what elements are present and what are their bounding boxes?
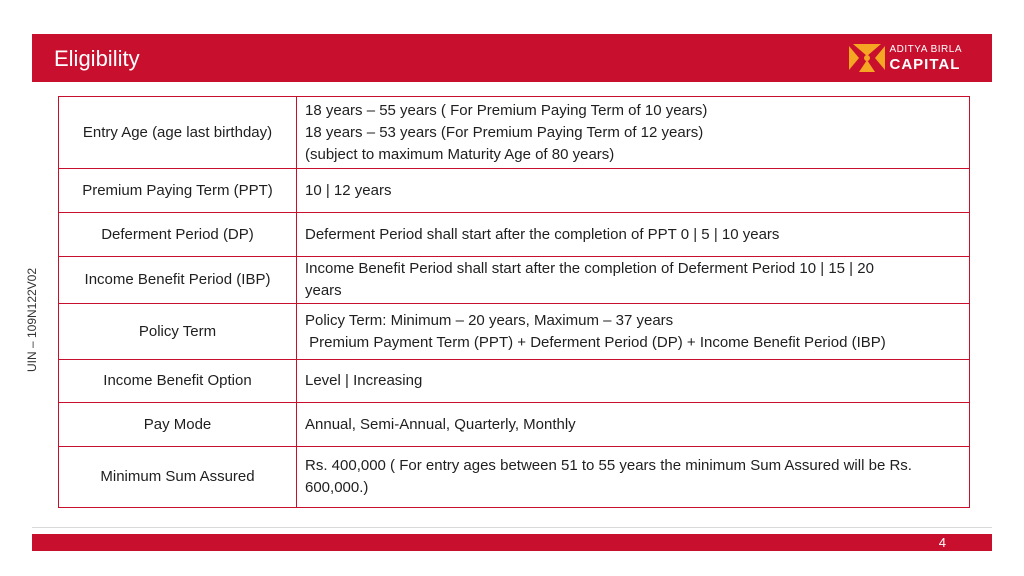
row-value xyxy=(297,304,970,360)
table-row xyxy=(59,257,970,304)
footer-divider xyxy=(32,527,992,528)
row-value xyxy=(297,360,970,403)
table-row xyxy=(59,97,970,169)
value-line: Income Benefit Period shall start after the completion of Deferment Period 10 | 15 | 20 xyxy=(305,260,874,277)
uin-label: UIN – 109N122V02 xyxy=(25,267,39,373)
footer-bar xyxy=(32,534,992,551)
table-row xyxy=(59,169,970,213)
table-row xyxy=(59,213,970,257)
row-value xyxy=(297,213,970,257)
table-row xyxy=(59,447,970,508)
value-line: Premium Payment Term (PPT) + Deferment Period (DP) + Income Benefit Period (IBP) xyxy=(305,333,886,351)
value-line: years xyxy=(305,282,342,299)
row-label: Minimum Sum Assured xyxy=(59,447,297,508)
company-logo xyxy=(849,42,962,74)
page-title: Eligibility xyxy=(54,46,140,71)
row-label: Deferment Period (DP) xyxy=(59,213,297,257)
row-value xyxy=(297,257,970,304)
row-label: Income Benefit Period (IBP) xyxy=(59,257,297,304)
value-line: (subject to maximum Maturity Age of 80 years) xyxy=(305,145,615,163)
logo-line-1: ADITYA BIRLA xyxy=(889,43,962,55)
value-line: Level | Increasing xyxy=(305,372,423,389)
row-value xyxy=(297,403,970,447)
value-line: Rs. 400,000 ( For entry ages between 51 to 55 years the minimum Sum Assured will be Rs. xyxy=(305,457,912,474)
row-label: Policy Term xyxy=(59,304,297,360)
value-line: 600,000.) xyxy=(305,479,369,496)
row-value xyxy=(297,97,970,169)
row-label: Pay Mode xyxy=(59,403,297,447)
row-value xyxy=(297,169,970,213)
value-line: 10 | 12 years xyxy=(305,181,392,199)
row-label: Premium Paying Term (PPT) xyxy=(59,169,297,213)
table-row xyxy=(59,403,970,447)
row-label: Income Benefit Option xyxy=(59,360,297,403)
value-line: Deferment Period shall start after the completion of PPT 0 | 5 | 10 years xyxy=(305,225,780,243)
value-line: 18 years – 53 years (For Premium Paying Term of 12 years) xyxy=(305,123,704,141)
value-line: Annual, Semi-Annual, Quarterly, Monthly xyxy=(305,415,576,433)
header-bar xyxy=(32,34,992,82)
table-row xyxy=(59,360,970,403)
value-line: 18 years – 55 years ( For Premium Paying Term of 10 years) xyxy=(305,101,708,119)
eligibility-table xyxy=(58,96,970,508)
page-number: 4 xyxy=(938,535,946,550)
logo-line-2: CAPITAL xyxy=(889,55,961,73)
row-label: Entry Age (age last birthday) xyxy=(59,97,297,169)
table-row xyxy=(59,304,970,360)
value-line: Policy Term: Minimum – 20 years, Maximum – 37 years xyxy=(305,311,674,329)
sun-logo-icon xyxy=(849,44,885,72)
row-value xyxy=(297,447,970,508)
